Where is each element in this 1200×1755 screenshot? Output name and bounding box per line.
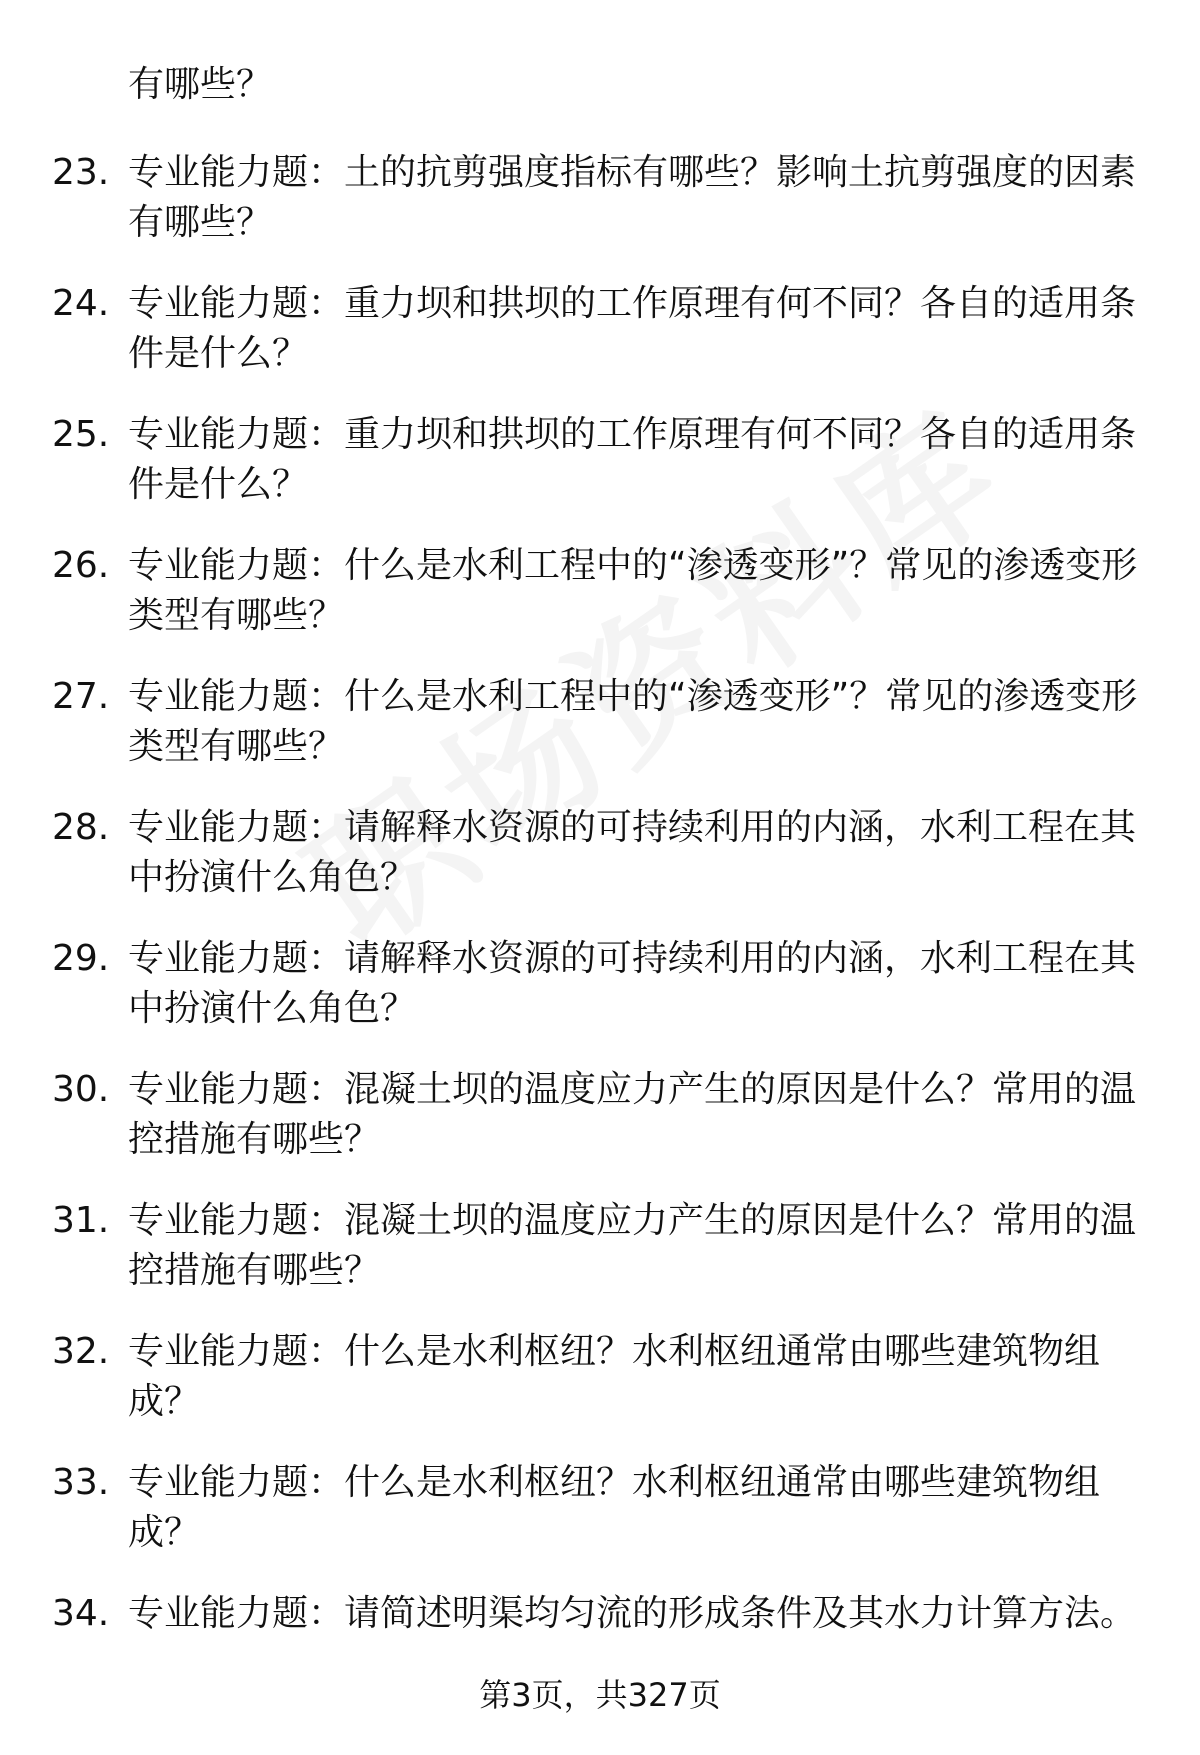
question-item (0, 1065, 1200, 1196)
page-number-footer: 第3页，共327页 (479, 1676, 721, 1714)
question-text: 专业能力题：请解释水资源的可持续利用的内涵，水利工程在其中扮演什么角色？ (128, 938, 1137, 1029)
question-text: 专业能力题：混凝土坝的温度应力产生的原因是什么？常用的温控措施有哪些？ (128, 1069, 1137, 1160)
question-item (0, 410, 1200, 541)
question-number: 24. (52, 283, 110, 324)
question-number: 33. (52, 1462, 110, 1503)
question-list (0, 148, 1200, 1720)
question-text: 专业能力题：请解释水资源的可持续利用的内涵，水利工程在其中扮演什么角色？ (128, 807, 1137, 898)
question-number: 31. (52, 1200, 110, 1241)
question-item (0, 672, 1200, 803)
question-item (0, 1196, 1200, 1327)
question-text: 专业能力题：重力坝和拱坝的工作原理有何不同？各自的适用条件是什么？ (128, 414, 1137, 505)
question-number: 32. (52, 1331, 110, 1372)
question-number: 25. (52, 414, 110, 455)
question-number: 29. (52, 938, 110, 979)
question-number: 26. (52, 545, 110, 586)
question-text: 专业能力题：什么是水利枢纽？水利枢纽通常由哪些建筑物组成？ (128, 1462, 1101, 1553)
question-number: 28. (52, 807, 110, 848)
question-item (0, 803, 1200, 934)
question-item (0, 934, 1200, 1065)
question-item (0, 279, 1200, 410)
question-text: 专业能力题：重力坝和拱坝的工作原理有何不同？各自的适用条件是什么？ (128, 283, 1137, 374)
question-text: 专业能力题：请简述明渠均匀流的形成条件及其水力计算方法。 (128, 1593, 1137, 1634)
question-item (0, 541, 1200, 672)
continued-question-text: 有哪些？ (128, 64, 273, 105)
question-item (0, 1458, 1200, 1589)
question-text: 专业能力题：土的抗剪强度指标有哪些？影响土抗剪强度的因素有哪些？ (128, 152, 1137, 243)
question-item (0, 1327, 1200, 1458)
question-text: 专业能力题：什么是水利工程中的“渗透变形”？常见的渗透变形类型有哪些？ (128, 545, 1138, 636)
question-text: 专业能力题：什么是水利枢纽？水利枢纽通常由哪些建筑物组成？ (128, 1331, 1101, 1422)
question-number: 34. (52, 1593, 110, 1634)
question-number: 23. (52, 152, 110, 193)
question-number: 30. (52, 1069, 110, 1110)
question-text: 专业能力题：混凝土坝的温度应力产生的原因是什么？常用的温控措施有哪些？ (128, 1200, 1137, 1291)
question-text: 专业能力题：什么是水利工程中的“渗透变形”？常见的渗透变形类型有哪些？ (128, 676, 1138, 767)
question-number: 27. (52, 676, 110, 717)
question-item (0, 148, 1200, 279)
